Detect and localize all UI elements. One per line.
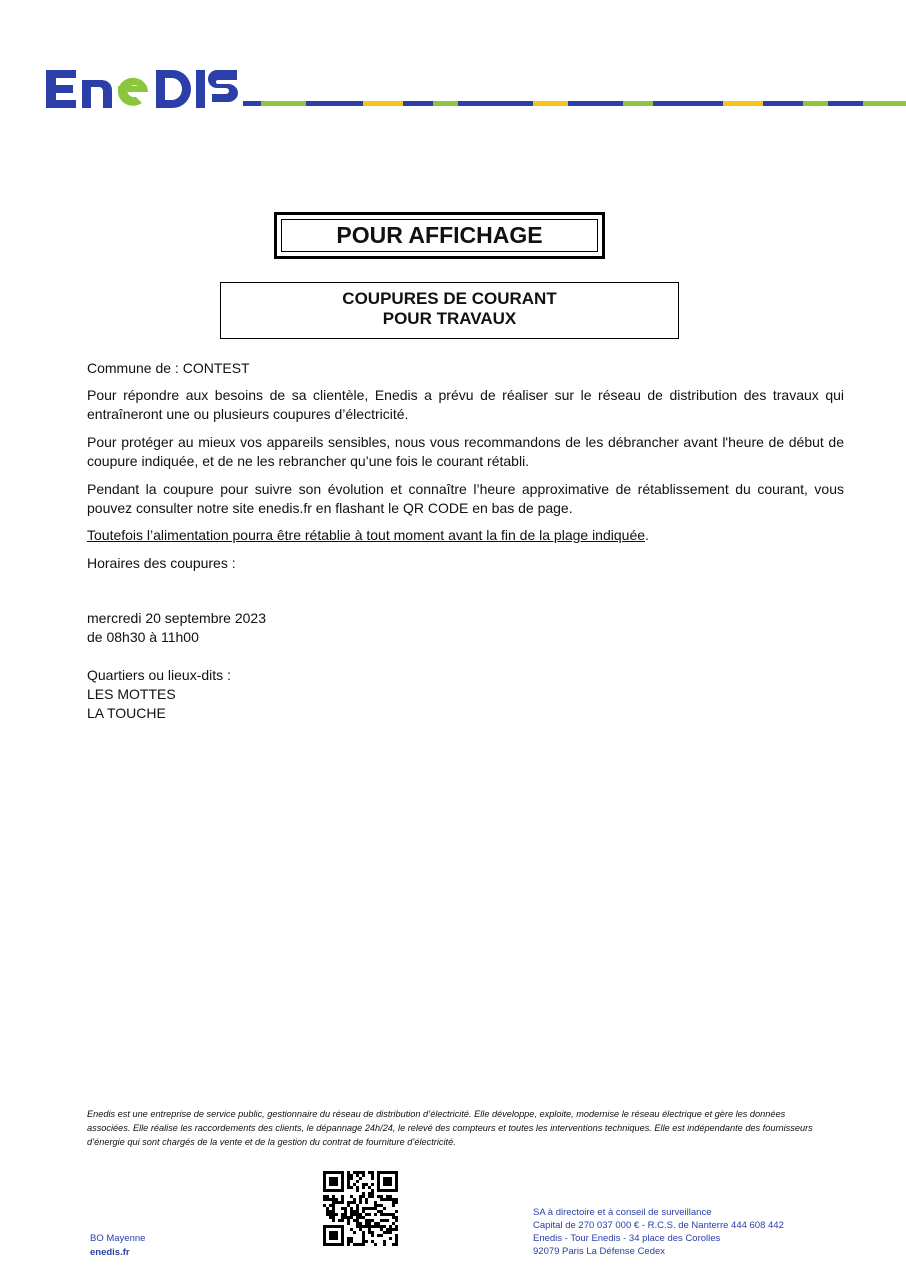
header-color-line xyxy=(243,101,906,106)
office-name: BO Mayenne xyxy=(90,1233,146,1244)
horaires-label: Horaires des coupures : xyxy=(87,555,236,571)
company-line: Capital de 270 037 000 € - R.C.S. de Nanterre 444 608 442 xyxy=(533,1220,784,1231)
subtitle-line-2: POUR TRAVAUX xyxy=(382,309,517,328)
subtitle-line-1: COUPURES DE COURANT xyxy=(342,289,557,308)
page-title: POUR AFFICHAGE xyxy=(281,219,598,252)
commune: Commune de : CONTEST xyxy=(87,360,250,376)
website-link[interactable]: enedis.fr xyxy=(90,1247,130,1258)
outage-date: mercredi 20 septembre 2023 xyxy=(87,610,266,626)
qr-code[interactable] xyxy=(323,1171,398,1246)
notice-end: . xyxy=(645,527,649,543)
company-line: Enedis - Tour Enedis - 34 place des Corolles xyxy=(533,1233,721,1244)
footer-left xyxy=(90,1232,145,1260)
place-item: LES MOTTES xyxy=(87,686,176,702)
company-line: 92079 Paris La Défense Cedex xyxy=(533,1246,666,1257)
enedis-logo xyxy=(44,62,239,110)
company-info xyxy=(533,1206,784,1258)
paragraph-1: Pour répondre aux besoins de sa clientèle, Enedis a prévu de réaliser sur le réseau de distribution des travaux qui entraîneront une ou plusieurs coupures d’électricité. xyxy=(87,387,844,422)
legal-notice: Enedis est une entreprise de service public, gestionnaire du réseau de distribution d’électricité. Elle développe, exploite, modernise le réseau électrique et gère les données associées. Elle réalise les raccordements des clients, le dépannage 24h/24, le relevé des compteurs et toutes les interventions techniques. Elle est indépendante des fournisseurs d’énergie qui sont chargés de la vente et de la gestion du contrat de fourniture d’électricité. xyxy=(87,1109,813,1147)
subtitle-box xyxy=(220,282,679,339)
paragraph-2: Pour protéger au mieux vos appareils sensibles, nous vous recommandons de les débrancher avant l'heure de début de coupure indiquée, et de ne les rebrancher qu’une fois le courant rétabli. xyxy=(87,434,844,469)
quartiers-label: Quartiers ou lieux-dits : xyxy=(87,667,231,683)
notice-text: Toutefois l’alimentation pourra être rétablie à tout moment avant la fin de la plage indiquée xyxy=(87,527,646,543)
company-line: SA à directoire et à conseil de surveillance xyxy=(533,1207,712,1218)
notice xyxy=(87,526,844,545)
paragraph-3: Pendant la coupure pour suivre son évolution et connaître l’heure approximative de rétablissement du courant, vous pouvez consulter notre site enedis.fr en flashant le QR CODE en bas de page. xyxy=(87,481,844,516)
outage-time: de 08h30 à 11h00 xyxy=(87,629,199,645)
place-item: LA TOUCHE xyxy=(87,705,166,721)
title-box xyxy=(274,212,605,259)
